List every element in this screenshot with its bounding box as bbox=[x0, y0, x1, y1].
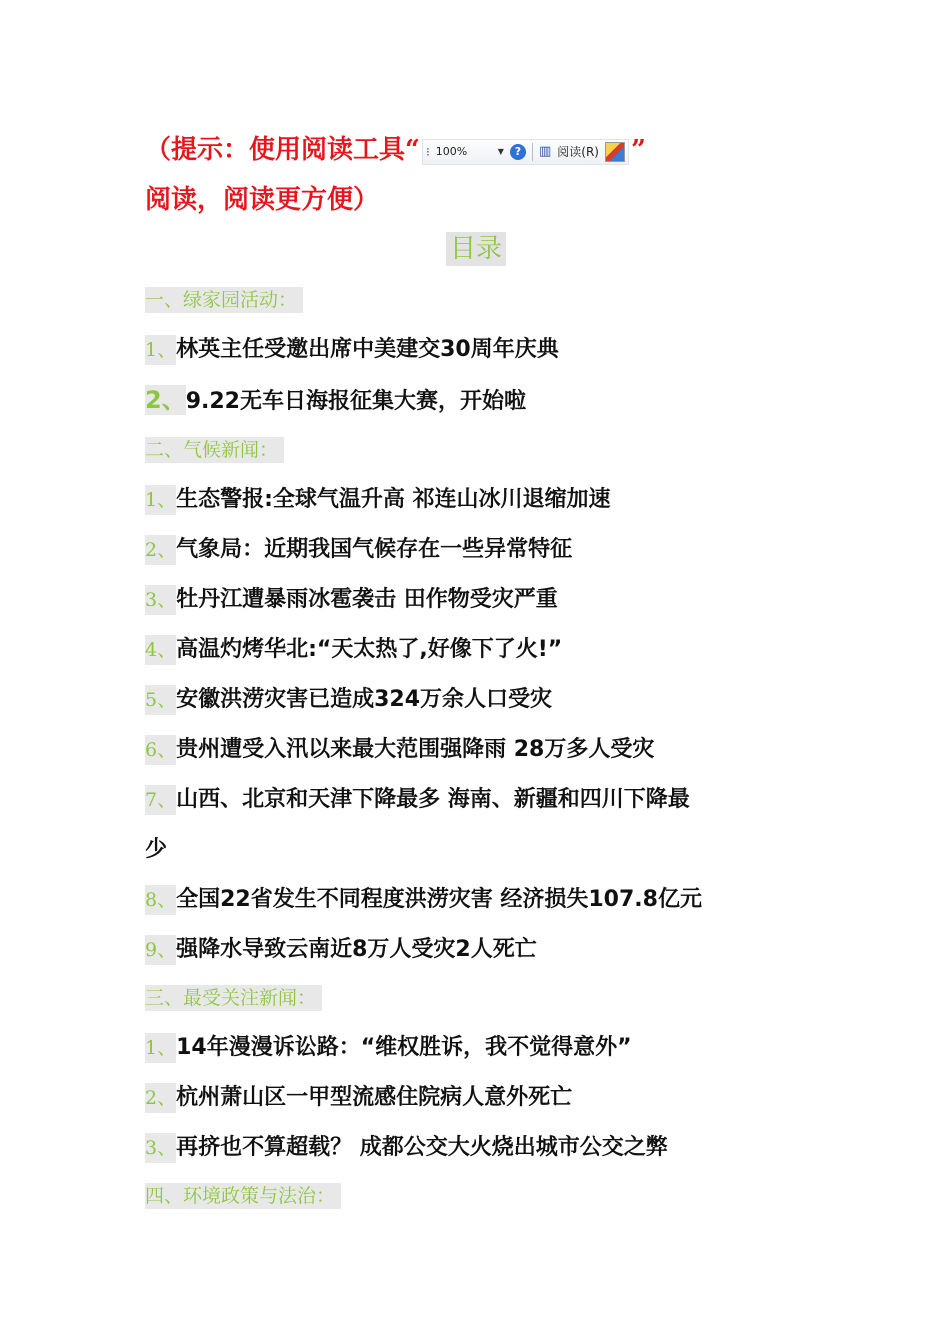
book-icon: ▥ bbox=[538, 144, 552, 159]
toc-item[interactable] bbox=[145, 1033, 632, 1063]
item-number: 4、 bbox=[145, 635, 176, 665]
item-text: 牡丹江遭暴雨冰雹袭击 田作物受灾严重 bbox=[176, 587, 558, 612]
item-text: 杭州萧山区一甲型流感住院病人意外死亡 bbox=[176, 1085, 573, 1110]
toc-item[interactable] bbox=[145, 685, 552, 715]
item-number: 5、 bbox=[145, 685, 176, 715]
toc-item[interactable] bbox=[145, 1083, 572, 1113]
hint-prefix: （提示：使用阅读工具“ bbox=[145, 135, 420, 165]
read-shortcut: (R) bbox=[581, 145, 599, 159]
item-number: 8、 bbox=[145, 885, 176, 915]
section-heading-3[interactable]: 三、最受关注新闻： bbox=[145, 985, 322, 1011]
item-text: 生态警报:全球气温升高 祁连山冰川退缩加速 bbox=[176, 487, 611, 512]
item-text: 高温灼烤华北:“天太热了,好像下了火!” bbox=[176, 637, 563, 662]
item-number: 2、 bbox=[145, 535, 176, 565]
toc-item[interactable] bbox=[145, 735, 654, 765]
section-heading-1[interactable]: 一、绿家园活动： bbox=[145, 287, 303, 313]
item-number: 3、 bbox=[145, 1133, 176, 1163]
item-text: 再挤也不算超载？ 成都公交大火烧出城市公交之弊 bbox=[176, 1135, 668, 1160]
item-number: 3、 bbox=[145, 585, 176, 615]
reading-hint-line1 bbox=[145, 134, 646, 166]
item-number: 1、 bbox=[145, 1033, 176, 1063]
item-number: 7、 bbox=[145, 785, 176, 815]
reading-toolbar-image bbox=[422, 139, 629, 165]
chevron-down-icon: ▼ bbox=[497, 147, 504, 156]
item-text: 安徽洪涝灾害已造成324万余人口受灾 bbox=[176, 687, 553, 712]
grip-icon: ⁝ bbox=[425, 145, 430, 159]
toc-item-continuation[interactable]: 少 bbox=[145, 837, 168, 862]
item-number: 2、 bbox=[145, 386, 186, 414]
item-text: 9.22无车日海报征集大赛，开始啦 bbox=[185, 389, 526, 414]
toc-title[interactable]: 目录 bbox=[446, 232, 506, 266]
toc-item[interactable] bbox=[145, 535, 572, 565]
item-text: 山西、北京和天津下降最多 海南、新疆和四川下降最 bbox=[176, 787, 690, 812]
section-heading-2[interactable]: 二、气候新闻： bbox=[145, 437, 284, 463]
toc-item[interactable] bbox=[145, 335, 559, 365]
item-text: 贵州遭受入汛以来最大范围强降雨 28万多人受灾 bbox=[176, 737, 655, 762]
item-text: 强降水导致云南近8万人受灾2人死亡 bbox=[176, 937, 537, 962]
image-tool-icon bbox=[605, 142, 625, 162]
toolbar-divider bbox=[532, 143, 533, 161]
zoom-value: 100% bbox=[435, 145, 468, 158]
read-label bbox=[557, 136, 599, 168]
hint-suffix: ” bbox=[630, 135, 646, 165]
toc-item[interactable] bbox=[145, 1133, 668, 1163]
toc-item[interactable] bbox=[145, 485, 611, 515]
toc-item[interactable] bbox=[145, 635, 562, 665]
item-number: 1、 bbox=[145, 335, 176, 365]
toc-item[interactable] bbox=[145, 585, 558, 615]
item-number: 6、 bbox=[145, 735, 176, 765]
item-text: 14年漫漫诉讼路：“维权胜诉，我不觉得意外” bbox=[176, 1035, 632, 1060]
toc-item[interactable] bbox=[145, 785, 690, 815]
item-number: 9、 bbox=[145, 935, 176, 965]
toc-item[interactable] bbox=[145, 885, 702, 915]
item-number: 2、 bbox=[145, 1083, 176, 1113]
toc-item[interactable] bbox=[145, 385, 526, 415]
item-text: 林英主任受邀出席中美建交30周年庆典 bbox=[176, 337, 559, 362]
item-text: 气象局：近期我国气候存在一些异常特征 bbox=[176, 537, 573, 562]
toc-item[interactable] bbox=[145, 935, 537, 965]
item-text: 全国22省发生不同程度洪涝灾害 经济损失107.8亿元 bbox=[176, 887, 702, 912]
read-label-text: 阅读 bbox=[557, 145, 582, 159]
help-icon: ? bbox=[510, 144, 526, 160]
section-heading-4[interactable]: 四、环境政策与法治： bbox=[145, 1183, 341, 1209]
reading-hint-line2: 阅读，阅读更方便） bbox=[145, 185, 380, 215]
item-number: 1、 bbox=[145, 485, 176, 515]
